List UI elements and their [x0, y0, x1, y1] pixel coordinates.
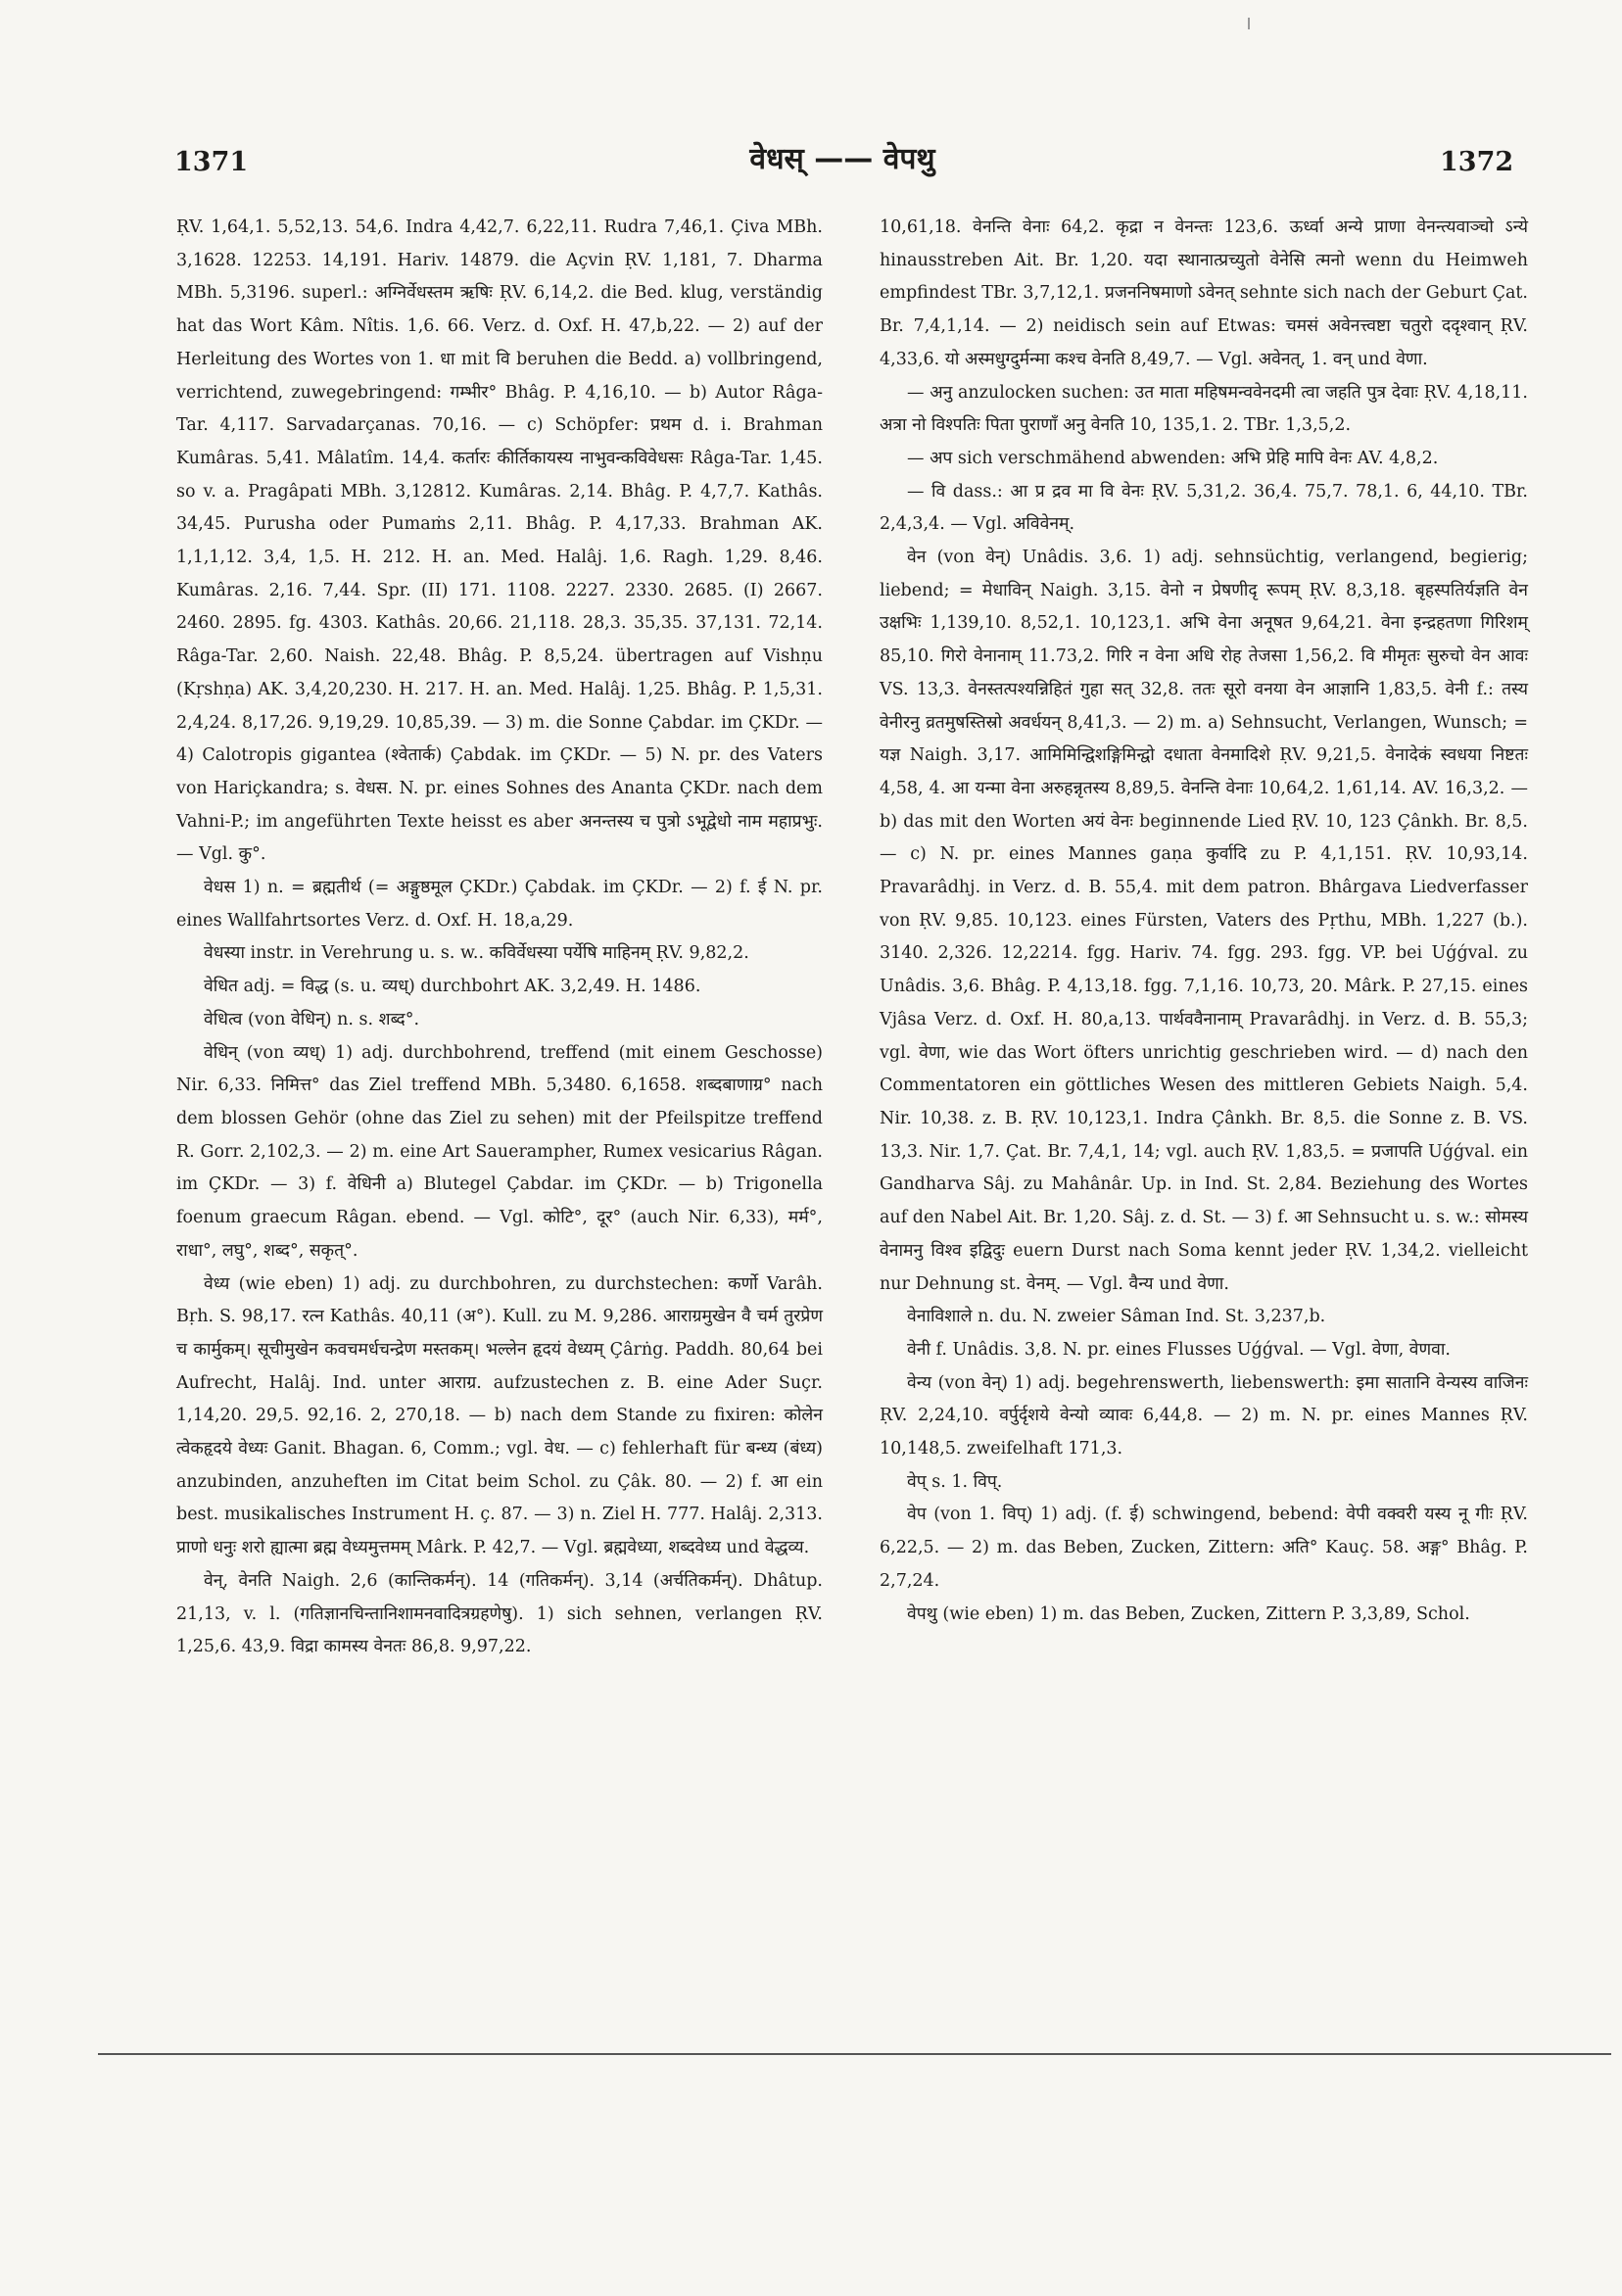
dictionary-entry: — वि dass.: आ प्र द्रव मा वि वेनः ṚV. 5,31,2. 36,4. 75,7. 78,1. 6, 44,10. TBr. 2,4,3,4. — Vgl. अविवेनम्.: [880, 481, 1528, 535]
scan-speck: [1248, 18, 1250, 29]
page-number-left: 1371: [174, 147, 249, 177]
page-number-right: 1372: [1440, 147, 1514, 177]
dictionary-entry: वेध्य (wie eben) 1) adj. zu durchbohren, zu durchstechen: कर्णो Varâh. Bṛh. S. 98,17. रत्न Kathâs. 40,11 (अ°). Kull. zu M. 9,286. आराग्रमुखेन वै चर्म तुरप्रेण च कार्मुकम्। सूचीमुखेन कवचमर्धचन्द्रेण मस्तकम्। भल्लेन हृदयं वेध्यम् Çârṅg. Paddh. 80,64 bei Aufrecht, Halâj. Ind. unter आराग्र. aufzustechen z. B. eine Ader Suçr. 1,14,20. 29,5. 92,16. 2, 270,18. — b) nach dem Stande zu fixiren: कोलेन त्वेकहृदये वेध्यः Ganit. Bhagan. 6, Comm.; vgl. वेध. — c) fehlerhaft für बन्ध्य (बंध्य) anzubinden, anzuheften im Citat beim Schol. zu Çâk. 80. — 2) f. आ ein best. musikalisches Instrument H. ç. 87. — 3) n. Ziel H. 777. Halâj. 2,313. प्राणो धनुः शरो ह्यात्मा ब्रह्म वेध्यमुत्तमम् Mârk. P. 42,7. — Vgl. ब्रह्मवेध्या, शब्दवेध्य und वेद्धव्य.: [176, 1273, 823, 1558]
dictionary-entry: वेन (von वेन्) Unâdis. 3,6. 1) adj. sehnsüchtig, verlangend, begierig; liebend; = मेधाविन् Naigh. 3,15. वेनो न प्रेषणीदृ रूपम् ṚV. 8,3,18. बृहस्पतिर्यज्ञति वेन उक्षभिः 1,139,10. 8,52,1. 10,123,1. अभि वेना अनूषत 9,64,21. वेना इन्द्रहतणा गिरिशम् 85,10. गिरो वेनानाम् 11.73,2. गिरि न वेना अधि रोह तेजसा 1,56,2. वि मीमृतः सुरुचो वेन आवः VS. 13,3. वेनस्तत्पश्यन्निहितं गुहा सत् 32,8. ततः सूरो वनया वेन आज्ञानि 1,83,5. वेनी f.: तस्य वेनीरनु व्रतमुषस्तिस्रो अवर्धयन् 8,41,3. — 2) m. a) Sehnsucht, Verlangen, Wunsch; = यज्ञ Naigh. 3,17. आमिमिन्द्विशङ्गिमिन्द्वो दधाता वेनमादिशे ṚV. 9,21,5. वेनादेकं स्वधया निष्टतः 4,58, 4. आ यन्मा वेना अरुहन्नृतस्य 8,89,5. वेनन्ति वेनाः 10,64,2. 1,61,14. AV. 16,3,2. — b) das mit den Worten अयं वेनः beginnende Lied ṚV. 10, 123 Çânkh. Br. 8,5. — c) N. pr. eines Mannes gaṇa कुर्वादि zu P. 4,1,151. ṚV. 10,93,14. Pravarâdhj. in Verz. d. B. 55,4. mit dem patron. Bhârgava Liedverfasser von ṚV. 9,85. 10,123. eines Fürsten, Vaters des Pṛthu, MBh. 1,227 (b.). 3140. 2,326. 12,2214. fgg. Hariv. 74. fgg. 293. fgg. VP. bei Uǵǵval. zu Unâdis. 3,6. Bhâg. P. 4,13,18. fgg. 7,1,16. 10,73, 20. Mârk. P. 27,15. eines Vjâsa Verz. d. Oxf. H. 80,a,13. पार्थववैनानाम् Pravarâdhj. in Verz. d. B. 55,3; vgl. वेणा, wie das Wort öfters unrichtig geschrieben wird. — d) nach den Commentatoren ein göttliches Wesen des mittleren Gebiets Naigh. 5,4. Nir. 10,38. z. B. ṚV. 10,123,1. Indra Çânkh. Br. 8,5. die Sonne z. B. VS. 13,3. Nir. 1,7. Çat. Br. 7,4,1, 14; vgl. auch ṚV. 1,83,5. = प्रजापति Uǵǵval. ein Gandharva Sâj. zu Mahânâr. Up. in Ind. St. 2,84. Beziehung des Wortes auf den Nabel Ait. Br. 1,20. Sâj. z. d. St. — 3) f. आ Sehnsucht u. s. w.: सोमस्य वेनामनु विश्व इद्विदुः euern Durst nach Soma kennt jeder ṚV. 1,34,2. vielleicht nur Dehnung st. वेनम्. — Vgl. वैन्य und वेणा.: [880, 548, 1528, 1294]
dictionary-entry: वेधित्व (von वेधिन्) n. s. शब्द°.: [204, 1009, 420, 1029]
dictionary-entry: वेनाविशाले n. du. N. zweier Sâman Ind. St. 3,237,b.: [907, 1307, 1326, 1327]
dictionary-entry: ṚV. 1,64,1. 5,52,13. 54,6. Indra 4,42,7. 6,22,11. Rudra 7,46,1. Çiva MBh. 3,1628. 12253. 14,191. Hariv. 14879. die Açvin ṚV. 1,181, 7. Dharma MBh. 5,3196. superl.: अग्निर्वेधस्तम ऋषिः ṚV. 6,14,2. die Bed. klug, verständig hat das Wort Kâm. Nîtis. 1,6. 66. Verz. d. Oxf. H. 47,b,22. — 2) auf der Herleitung des Wortes von 1. धा mit वि beruhen die Bedd. a) vollbringend, verrichtend, zuwegebringend: गम्भीर° Bhâg. P. 4,16,10. — b) Autor Râga-Tar. 4,117. Sarvadarçanas. 70,16. — c) Schöpfer: प्रथम d. i. Brahman Kumâras. 5,41. Mâlatîm. 14,4. कर्तारः कीर्तिकायस्य नाभुवन्कविवेधसः Râga-Tar. 1,45. so v. a. Pragâpati MBh. 3,12812. Kumâras. 2,14. Bhâg. P. 4,7,7. Kathâs. 34,45. Purusha oder Pumaṁs 2,11. Bhâg. P. 4,17,33. Brahman AK. 1,1,1,12. 3,4, 1,5. H. 212. H. an. Med. Halâj. 1,6. Ragh. 1,29. 8,46. Kumâras. 2,16. 7,44. Spr. (II) 171. 1108. 2227. 2330. 2685. (I) 2667. 2460. 2895. fg. 4303. Kathâs. 20,66. 21,118. 28,3. 35,35. 37,131. 72,14. Râga-Tar. 2,60. Naish. 22,48. Bhâg. P. 8,5,24. übertragen auf Vishṇu (Kṛshṇa) AK. 3,4,20,230. H. 217. H. an. Med. Halâj. 1,25. Bhâg. P. 1,5,31. 2,4,24. 8,17,26. 9,19,29. 10,85,39. — 3) m. die Sonne Çabdar. im ÇKDr. — 4) Calotropis gigantea (श्वेतार्क) Çabdak. im ÇKDr. — 5) N. pr. des Vaters von Hariçkandra; s. वेधस. N. pr. eines Sohnes des Ananta ÇKDr. nach dem Vahni-P.; im angeführten Texte heisst es aber अनन्तस्य च पुत्रो ऽभूद्वेधो नाम महाप्रभुः. — Vgl. कु°.: [176, 217, 823, 865]
dictionary-entry: वेपथु (wie eben) 1) m. das Beben, Zucken, Zittern P. 3,3,89, Schol.: [907, 1603, 1470, 1624]
dictionary-entry: वेधित adj. = विद्ध (s. u. व्यध्) durchbohrt AK. 3,2,49. H. 1486.: [204, 977, 701, 997]
left-column: [176, 212, 823, 1664]
dictionary-entry: वेधिन् (von व्यध्) 1) adj. durchbohrend, treffend (mit einem Geschosse) Nir. 6,33. निमित्त° das Ziel treffend MBh. 5,3480. 6,1658. शब्दबाणाग्र° nach dem blossen Gehör (ohne das Ziel zu sehen) mit der Pfeilspitze treffend R. Gorr. 2,102,3. — 2) m. eine Art Sauerampher, Rumex vesicarius Râgan. im ÇKDr. — 3) f. वेधिनी a) Blutegel Çabdar. im ÇKDr. — b) Trigonella foenum graecum Râgan. ebend. — Vgl. कोटि°, दूर° (auch Nir. 6,33), मर्म°, राधा°, लघु°, शब्द°, सकृत्°.: [176, 1042, 823, 1261]
right-column: [880, 212, 1528, 1631]
dictionary-entry: वेप् s. 1. विप्.: [907, 1471, 1003, 1492]
dictionary-entry: — अनु anzulocken suchen: उत माता महिषमन्ववेनदमी त्वा जहति पुत्र देवाः ṚV. 4,18,11. अत्रा नो विश्पतिः पिता पुराणाँ अनु वेनति 10, 135,1. 2. TBr. 1,3,5,2.: [880, 382, 1528, 436]
footer-rule: [98, 2053, 1611, 2055]
dictionary-entry: वेधस 1) n. = ब्रह्मतीर्थ (= अङ्गुष्ठमूल ÇKDr.) Çabdak. im ÇKDr. — 2) f. ई N. pr. eines Wallfahrtsortes Verz. d. Oxf. H. 18,a,29.: [176, 878, 823, 931]
dictionary-entry: वेन्, वेनति Naigh. 2,6 (कान्तिकर्मन्). 14 (गतिकर्मन्). 3,14 (अर्चतिकर्मन्). Dhâtup. 21,13, v. l. (गतिज्ञानचिन्तानिशामनवादित्रग्रहणेषु). 1) sich sehnen, verlangen ṚV. 1,25,6. 43,9. विद्रा कामस्य वेनतः 86,8. 9,97,22.: [176, 1570, 823, 1657]
dictionary-entry: — अप sich verschmähend abwenden: अभि प्रेहि मापि वेनः AV. 4,8,2.: [907, 448, 1439, 468]
dictionary-entry: वेन्य (von वेन्) 1) adj. begehrenswerth, liebenswerth: इमा सातानि वेन्यस्य वाजिनः ṚV. 2,24,10. वर्पुर्दृशये वेन्यो व्यावः 6,44,8. — 2) m. N. pr. eines Mannes ṚV. 10,148,5. zweifelhaft 171,3.: [880, 1372, 1528, 1459]
dictionary-entry: वेप (von 1. विप्) 1) adj. (f. ई) schwingend, bebend: वेपी वक्वरी यस्य नू गीः ṚV. 6,22,5. — 2) m. das Beben, Zucken, Zittern: अति° Kauç. 58. अङ्ग° Bhâg. P. 2,7,24.: [880, 1505, 1528, 1591]
running-header: वेधस् —— वेपथु: [749, 142, 935, 176]
dictionary-entry: वेधस्या instr. in Verehrung u. s. w.. कविर्वेधस्या पर्येषि माहिनम् ṚV. 9,82,2.: [204, 943, 749, 964]
dictionary-entry: 10,61,18. वेनन्ति वेनाः 64,2. कृद्रा न वेनन्तः 123,6. ऊर्ध्वा अन्ये प्राणा वेनन्त्यवाञ्चो ऽन्ये hinausstreben Ait. Br. 1,20. यदा स्थानात्प्रच्युतो वेनेसि त्मनो wenn du Heimweh empfindest TBr. 3,7,12,1. प्रजननिषमाणो ऽवेनत् sehnte sich nach der Geburt Çat. Br. 7,4,1,14. — 2) neidisch sein auf Etwas: चमसं अवेनत्त्वष्टा चतुरो ददृश्वान् ṚV. 4,33,6. यो अस्मधुग्दुर्मन्मा कश्च वेनति 8,49,7. — Vgl. अवेनत्, 1. वन् und वेणा.: [880, 217, 1528, 369]
dictionary-entry: वेनी f. Unâdis. 3,8. N. pr. eines Flusses Uǵǵval. — Vgl. वेणा, वेणवा.: [907, 1339, 1451, 1360]
